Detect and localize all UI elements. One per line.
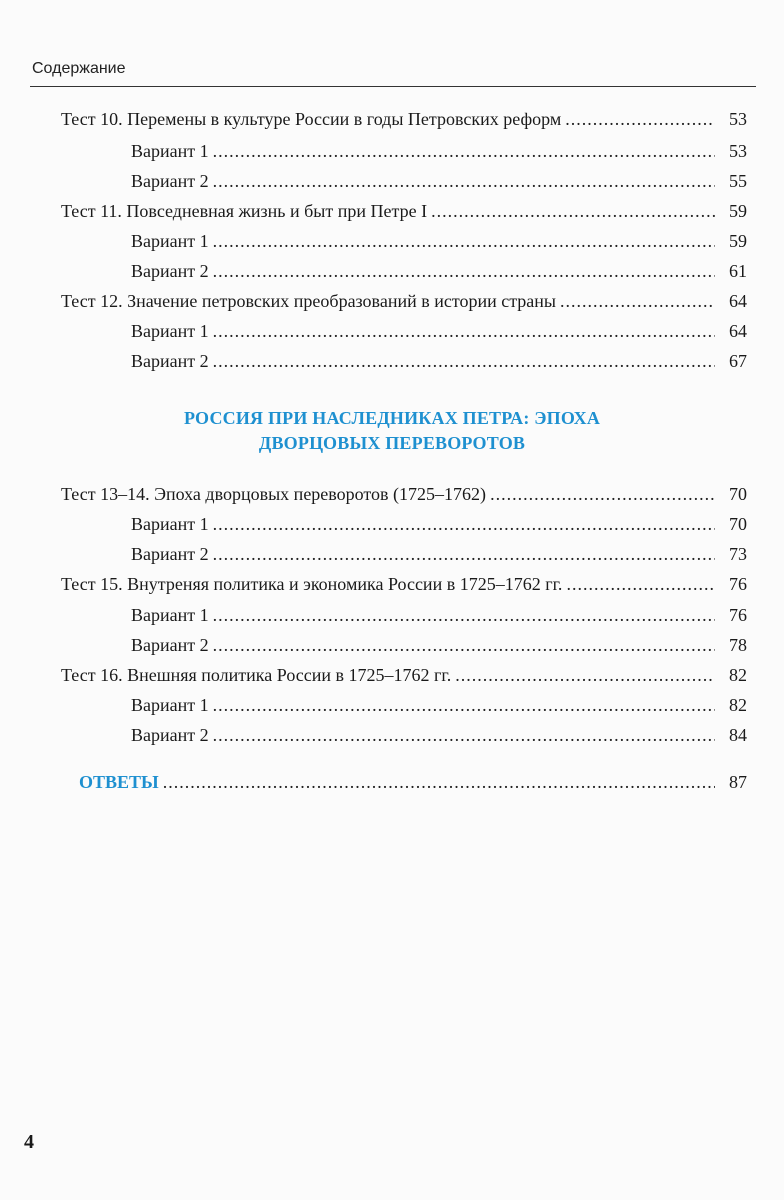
toc-entry-test-12[interactable] [61, 290, 747, 312]
toc-entry-test-15-variant-1[interactable] [131, 604, 747, 626]
toc-entry-test-11[interactable] [61, 200, 747, 222]
toc-entry-label: Тест 11. Повседневная жизнь и быт при Петре I [61, 201, 428, 221]
dot-leader [213, 140, 715, 162]
toc-entry-page: 76 [729, 605, 747, 625]
toc-entry-test-13-14-variant-2[interactable] [131, 543, 747, 565]
toc-entry-label: Тест 13–14. Эпоха дворцовых переворотов (1725–1762) [61, 484, 487, 504]
dot-leader [213, 260, 715, 282]
toc-entry-label: Тест 15. Внутреняя политика и экономика России в 1725–1762 гг. [61, 574, 563, 594]
toc-entry-label: Тест 12. Значение петровских преобразований в истории страны [61, 291, 557, 311]
dot-leader [565, 108, 715, 130]
toc-entry-answers[interactable] [79, 771, 747, 793]
toc-entry-label: Тест 16. Внешняя политика России в 1725–1762 гг. [61, 665, 452, 685]
toc-entry-label: Вариант 1 [131, 141, 209, 161]
toc-entry-page: 73 [729, 544, 747, 564]
toc-entry-page: 82 [729, 665, 747, 685]
toc-entry-test-10[interactable] [61, 108, 747, 130]
dot-leader [213, 543, 715, 565]
dot-leader [213, 604, 715, 626]
toc-entry-page: 78 [729, 635, 747, 655]
header-rule [30, 86, 756, 87]
toc-entry-page: 53 [729, 141, 747, 161]
section-title-line-1: РОССИЯ ПРИ НАСЛЕДНИКАХ ПЕТРА: ЭПОХА [183, 408, 601, 428]
toc-entry-page: 53 [729, 109, 747, 129]
toc-entry-test-12-variant-1[interactable] [131, 320, 747, 342]
toc-entry-page: 87 [729, 772, 747, 792]
dot-leader [163, 771, 715, 793]
toc-entry-test-16-variant-1[interactable] [131, 694, 747, 716]
toc-entry-page: 82 [729, 695, 747, 715]
toc-entry-test-13-14[interactable] [61, 483, 747, 505]
toc-entry-label: Вариант 2 [131, 261, 209, 281]
toc-entry-label: Вариант 1 [131, 695, 209, 715]
toc-entry-test-11-variant-1[interactable] [131, 230, 747, 252]
dot-leader [213, 724, 715, 746]
toc-entry-test-16[interactable] [61, 664, 747, 686]
toc-entry-test-10-variant-2[interactable] [131, 170, 747, 192]
dot-leader [431, 200, 715, 222]
toc-entry-page: 67 [729, 351, 747, 371]
dot-leader [490, 483, 715, 505]
dot-leader [455, 664, 715, 686]
dot-leader [213, 634, 715, 656]
running-header: Содержание [32, 60, 126, 77]
toc-entry-page: 61 [729, 261, 747, 281]
toc-entry-label: Тест 10. Перемены в культуре России в годы Петровских реформ [61, 109, 562, 129]
toc-entry-label: Вариант 2 [131, 635, 209, 655]
toc-entry-test-15-variant-2[interactable] [131, 634, 747, 656]
toc-entry-page: 59 [729, 201, 747, 221]
dot-leader [566, 573, 715, 595]
dot-leader [213, 230, 715, 252]
toc-entry-page: 64 [729, 321, 747, 341]
toc-entry-label: Вариант 2 [131, 725, 209, 745]
toc-entry-label: Вариант 1 [131, 514, 209, 534]
page-number: 4 [24, 1131, 34, 1153]
toc-entry-page: 70 [729, 484, 747, 504]
toc-entry-label: Вариант 2 [131, 171, 209, 191]
toc-entry-test-10-variant-1[interactable] [131, 140, 747, 162]
dot-leader [213, 320, 715, 342]
toc-entry-page: 59 [729, 231, 747, 251]
dot-leader [213, 513, 715, 535]
toc-entry-label: Вариант 2 [131, 351, 209, 371]
toc-entry-test-11-variant-2[interactable] [131, 260, 747, 282]
toc-entry-label: Вариант 2 [131, 544, 209, 564]
toc-entry-label: Вариант 1 [131, 605, 209, 625]
toc-entry-test-16-variant-2[interactable] [131, 724, 747, 746]
toc-entry-page: 55 [729, 171, 747, 191]
dot-leader [213, 350, 715, 372]
toc-entry-page: 64 [729, 291, 747, 311]
toc-entry-test-15[interactable] [61, 573, 747, 595]
toc-entry-label: Вариант 1 [131, 231, 209, 251]
toc-entry-test-13-14-variant-1[interactable] [131, 513, 747, 535]
toc-entry-label: Вариант 1 [131, 321, 209, 341]
dot-leader [560, 290, 715, 312]
toc-entry-label: ОТВЕТЫ [79, 772, 159, 792]
toc-entry-page: 70 [729, 514, 747, 534]
toc-entry-page: 76 [729, 574, 747, 594]
toc-entry-test-12-variant-2[interactable] [131, 350, 747, 372]
section-title-line-2: ДВОРЦОВЫХ ПЕРЕВОРОТОВ [258, 433, 526, 453]
toc-entry-page: 84 [729, 725, 747, 745]
dot-leader [213, 170, 715, 192]
dot-leader [213, 694, 715, 716]
